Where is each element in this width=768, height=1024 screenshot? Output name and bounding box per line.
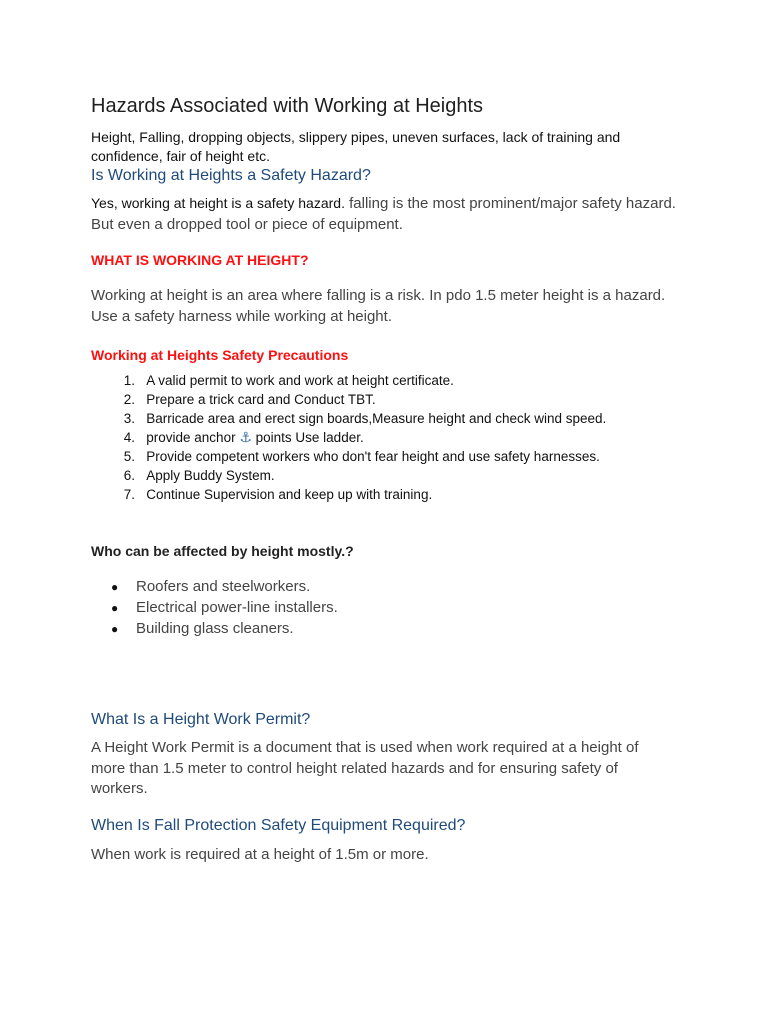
safety-hazard-paragraph xyxy=(91,193,676,235)
what-is-paragraph xyxy=(91,285,665,327)
list-item: 2. Prepare a trick card and Conduct TBT. xyxy=(123,392,376,407)
anchor-icon: ⚓ xyxy=(239,430,252,446)
list-item: 1. A valid permit to work and work at height certificate. xyxy=(123,373,454,388)
intro-paragraph xyxy=(91,128,620,166)
affected-list xyxy=(91,576,338,639)
page-title: Hazards Associated with Working at Heights xyxy=(91,95,484,117)
fall-protection-paragraph: When work is required at a height of 1.5m or more. xyxy=(91,846,429,863)
list-item: ● Building glass cleaners. xyxy=(91,618,338,639)
intro-line-1: Height, Falling, dropping objects, slippery pipes, uneven surfaces, lack of training and xyxy=(91,129,621,145)
list-item: ● Roofers and steelworkers. xyxy=(91,576,338,597)
list-item: 3. Barricade area and erect sign boards,Measure height and check wind speed. xyxy=(123,411,607,426)
list-item: 5. Provide competent workers who don't fear height and use safety harnesses. xyxy=(123,449,600,464)
safety-hazard-answer: Yes, working at height is a safety hazard. xyxy=(91,195,345,211)
bullet-icon: ● xyxy=(111,622,119,636)
precautions-heading: Working at Heights Safety Precautions xyxy=(91,347,349,363)
list-item: ● Electrical power-line installers. xyxy=(91,597,338,618)
affected-heading: Who can be affected by height mostly.? xyxy=(91,543,354,559)
safety-hazard-heading: Is Working at Heights a Safety Hazard? xyxy=(91,167,371,184)
precautions-list xyxy=(91,371,606,504)
list-item: 4. provide anchor ⚓ points Use ladder. xyxy=(123,430,364,446)
bullet-icon: ● xyxy=(111,580,119,594)
fall-protection-heading: When Is Fall Protection Safety Equipment Required? xyxy=(91,817,466,834)
bullet-icon: ● xyxy=(111,601,119,615)
safety-hazard-line-1-rest: falling is the most prominent/major safety hazard. xyxy=(344,195,676,212)
list-item: 6. Apply Buddy System. xyxy=(123,468,275,483)
permit-line-1: A Height Work Permit is a document that is used when work required at a height of xyxy=(91,739,639,756)
permit-paragraph xyxy=(91,738,639,800)
permit-line-2: more than 1.5 meter to control height related hazards and for ensuring safety of xyxy=(91,759,618,777)
safety-hazard-line-1 xyxy=(91,193,676,214)
permit-line-3: workers. xyxy=(91,780,148,797)
intro-line-2: confidence, fair of height etc. xyxy=(91,148,270,164)
list-item: 7. Continue Supervision and keep up with training. xyxy=(123,487,433,502)
permit-heading: What Is a Height Work Permit? xyxy=(91,711,311,728)
what-is-line-2: Use a safety harness while working at height. xyxy=(91,308,392,325)
safety-hazard-line-2: But even a dropped tool or piece of equipment. xyxy=(91,216,403,233)
what-is-line-1: Working at height is an area where falling is a risk. In pdo 1.5 meter height is a hazard. xyxy=(91,287,666,304)
what-is-heading: WHAT IS WORKING AT HEIGHT? xyxy=(91,252,309,268)
